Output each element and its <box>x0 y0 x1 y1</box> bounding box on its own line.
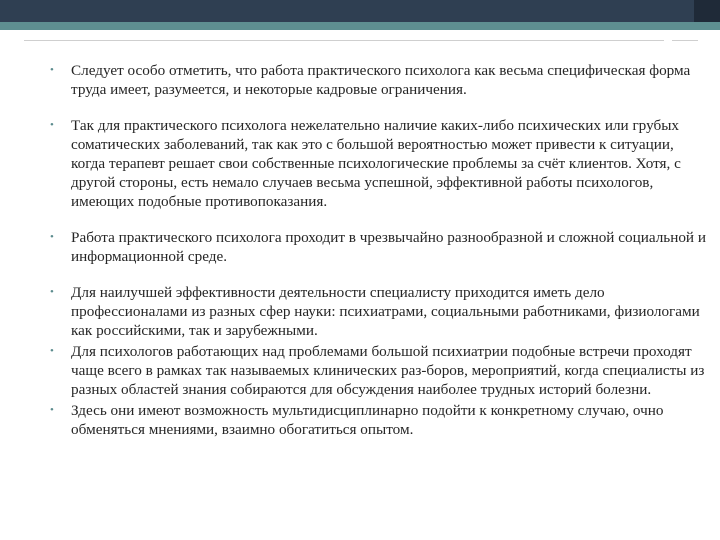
bullet-icon: • <box>50 231 54 243</box>
bullet-icon: • <box>50 119 54 131</box>
bullet-icon: • <box>50 286 54 298</box>
bullet-item <box>48 228 708 266</box>
bullet-icon: • <box>50 404 54 416</box>
bullet-text: Для психологов работающих над проблемами большой психиатрии подобные встречи проходят чаще всего в рамках так называемых клинических раз-боров, мероприятий, когда специалисты из разных областей знания собираются для обсуждения наиболее трудных историй болезни. <box>71 343 705 398</box>
header-stripe <box>0 22 720 30</box>
bullet-item <box>48 401 708 439</box>
bullet-list <box>48 61 708 439</box>
header-accent <box>694 0 720 22</box>
bullet-item <box>48 283 708 340</box>
bullet-text: Так для практического психолога нежелательно наличие каких-либо психических или грубых соматических заболеваний, так как это с большой вероятностью может привести к ситуации, когда терапевт решает свои собственные психологические проблемы за счёт клиентов. Хотя, с другой стороны, есть немало случаев весьма успешной, эффективной работы психологов, имеющих подобные противопоказания. <box>71 117 681 210</box>
title-rule <box>24 40 664 41</box>
bullet-text: Здесь они имеют возможность мультидисциплинарно подойти к конкретному случаю, очно обменяться мнениями, взаимно обогатиться опытом. <box>71 402 664 438</box>
slide-body <box>48 44 708 439</box>
bullet-text: Работа практического психолога проходит в чрезвычайно разнообразной и сложной социальной и информационной среде. <box>71 229 706 265</box>
bullet-icon: • <box>50 64 54 76</box>
bullet-item <box>48 116 708 211</box>
title-rule-short <box>672 40 698 41</box>
bullet-icon: • <box>50 345 54 357</box>
bullet-text: Следует особо отметить, что работа практического психолога как весьма специфическая форма труда имеет, разумеется, и некоторые кадровые ограничения. <box>71 62 691 98</box>
bullet-text: Для наилучшей эффективности деятельности специалисту приходится иметь дело профессионалами из разных сфер науки: психиатрами, социальными работниками, физиологами как российскими, так и зарубежными. <box>71 284 700 339</box>
bullet-item <box>48 342 708 399</box>
header-band <box>0 0 720 22</box>
bullet-item <box>48 61 708 99</box>
